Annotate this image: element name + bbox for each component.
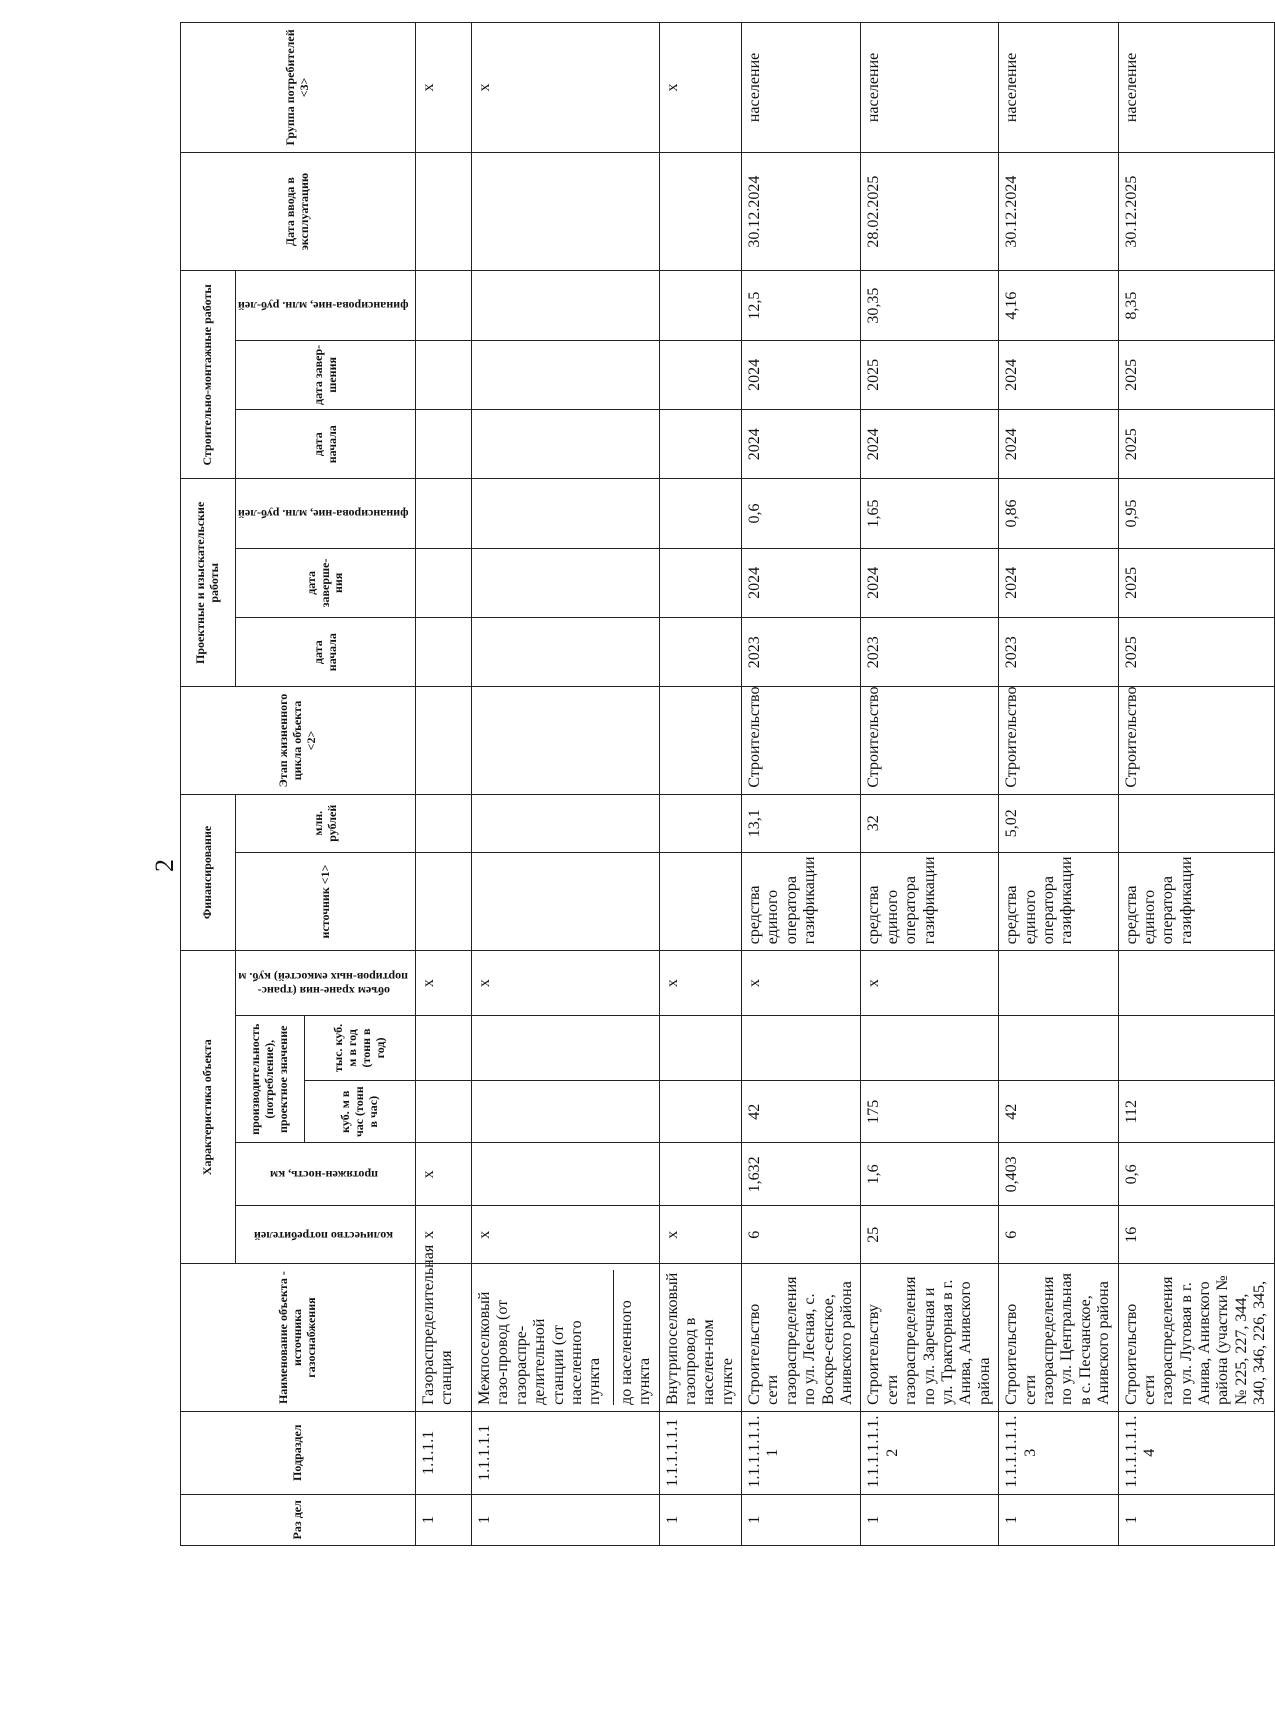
cubic-per-hour-cell [472, 1080, 660, 1143]
table-body [416, 23, 1275, 1546]
consumer-group-cell: население [1118, 23, 1274, 153]
razdel-cell: 1 [861, 1494, 999, 1545]
source-cell: средства единого оператора газификации [742, 852, 861, 950]
razdel-cell: 1 [416, 1494, 472, 1545]
construction-start-cell: 2024 [742, 410, 861, 479]
commission-date-cell: 30.12.2024 [999, 152, 1118, 271]
construction-end-cell: 2025 [861, 340, 999, 409]
length-cell: 0,6 [1118, 1143, 1274, 1206]
name-cell-secondary: до населенного пункта [613, 1270, 655, 1405]
source-cell: средства единого оператора газификации [1118, 852, 1274, 950]
thousand-per-year-cell [659, 1016, 742, 1081]
header-design-fin: финансирова-ние, млн. руб-лей [236, 479, 416, 548]
consumer-group-cell: x [659, 23, 742, 153]
storage-cell [1118, 951, 1274, 1016]
length-cell [659, 1143, 742, 1206]
header-construction-fin: финансирова-ние, млн. руб-лей [236, 271, 416, 340]
storage-cell: x [472, 951, 660, 1016]
source-cell: средства единого оператора газификации [999, 852, 1118, 950]
page-number: 2 [150, 859, 179, 872]
header-characteristics: Характеристика объекта [181, 951, 236, 1264]
design-end-cell [472, 548, 660, 617]
commission-date-cell [416, 152, 472, 271]
design-end-cell: 2024 [999, 548, 1118, 617]
construction-start-cell: 2024 [999, 410, 1118, 479]
header-design-end: дата заверше-ния [236, 548, 416, 617]
commission-date-cell [472, 152, 660, 271]
razdel-cell: 1 [659, 1494, 742, 1545]
design-fin-cell [659, 479, 742, 548]
mln-rub-cell [416, 794, 472, 852]
thousand-per-year-cell [472, 1016, 660, 1081]
header-construction-start: дата начала [236, 410, 416, 479]
thousand-per-year-cell [999, 1016, 1118, 1081]
design-fin-cell: 0,86 [999, 479, 1118, 548]
construction-start-cell [659, 410, 742, 479]
table-row [999, 23, 1118, 1546]
header-razdel: Раз дел [181, 1494, 416, 1545]
consumer-group-cell: население [861, 23, 999, 153]
cubic-per-hour-cell [416, 1080, 472, 1143]
lifecycle-cell [416, 687, 472, 794]
consumers-count-cell: 6 [999, 1206, 1118, 1264]
header-construction-end: дата завер-шения [236, 340, 416, 409]
thousand-per-year-cell [861, 1016, 999, 1081]
construction-end-cell [416, 340, 472, 409]
mln-rub-cell [1118, 794, 1274, 852]
construction-start-cell [472, 410, 660, 479]
header-cubic-per-hour: куб. м в час (тонн в час) [305, 1080, 416, 1143]
lifecycle-cell: Строительство [999, 687, 1118, 794]
consumer-group-cell: население [999, 23, 1118, 153]
lifecycle-cell [472, 687, 660, 794]
name-cell: Внутрипоселковый газопровод в населен-ном пункте [659, 1264, 742, 1412]
header-podrazdel: Подраздел [181, 1411, 416, 1494]
header-lifecycle: Этап жизненного цикла объекта <2> [181, 687, 416, 794]
design-end-cell [659, 548, 742, 617]
construction-end-cell [472, 340, 660, 409]
storage-cell: x [742, 951, 861, 1016]
cubic-per-hour-cell: 112 [1118, 1080, 1274, 1143]
header-consumers-count: количество потребителей [236, 1206, 416, 1264]
design-fin-cell: 1,65 [861, 479, 999, 548]
thousand-per-year-cell [416, 1016, 472, 1081]
cubic-per-hour-cell: 175 [861, 1080, 999, 1143]
commission-date-cell [659, 152, 742, 271]
razdel-cell: 1 [999, 1494, 1118, 1545]
consumers-count-cell: 16 [1118, 1206, 1274, 1264]
header-mln-rub: млн. рублей [236, 794, 416, 852]
header-name: Наименование объекта - источника газоснабжения [181, 1264, 416, 1412]
commission-date-cell: 30.12.2025 [1118, 152, 1274, 271]
construction-start-cell: 2025 [1118, 410, 1274, 479]
construction-fin-cell [472, 271, 660, 340]
length-cell: 1,6 [861, 1143, 999, 1206]
commission-date-cell: 30.12.2024 [742, 152, 861, 271]
construction-fin-cell: 12,5 [742, 271, 861, 340]
storage-cell: x [861, 951, 999, 1016]
header-commission-date: Дата ввода в эксплуатацию [181, 152, 416, 271]
design-start-cell: 2023 [742, 618, 861, 687]
mln-rub-cell [472, 794, 660, 852]
consumer-group-cell: x [472, 23, 660, 153]
table-row [416, 23, 472, 1546]
lifecycle-cell: Строительство [742, 687, 861, 794]
construction-fin-cell [659, 271, 742, 340]
table-row [1118, 23, 1274, 1546]
cubic-per-hour-cell: 42 [742, 1080, 861, 1143]
construction-fin-cell: 4,16 [999, 271, 1118, 340]
design-start-cell: 2025 [1118, 618, 1274, 687]
commission-date-cell: 28.02.2025 [861, 152, 999, 271]
table-row [659, 23, 742, 1546]
header-thousand-per-year: тыс. куб. м в год (тонн в год) [305, 1016, 416, 1081]
design-start-cell [416, 618, 472, 687]
consumer-group-cell: x [416, 23, 472, 153]
lifecycle-cell [659, 687, 742, 794]
length-cell [472, 1143, 660, 1206]
name-cell: Межпоселковый газо-провод (от газораспре-делительной станции (от населенного пункта до населенного пункта [472, 1264, 660, 1412]
mln-rub-cell [659, 794, 742, 852]
header-storage: объем хране-ния (транс-портиров-ных емкостей) куб. м [236, 951, 416, 1016]
source-cell: средства единого оператора газификации [861, 852, 999, 950]
mln-rub-cell: 32 [861, 794, 999, 852]
construction-end-cell: 2024 [742, 340, 861, 409]
design-fin-cell: 0,95 [1118, 479, 1274, 548]
thousand-per-year-cell [742, 1016, 861, 1081]
podrazdel-cell: 1.1.1.1.1 [472, 1411, 660, 1494]
cubic-per-hour-cell: 42 [999, 1080, 1118, 1143]
length-cell: x [416, 1143, 472, 1206]
consumer-group-cell: население [742, 23, 861, 153]
cubic-per-hour-cell [659, 1080, 742, 1143]
design-start-cell: 2023 [999, 618, 1118, 687]
construction-fin-cell: 30,35 [861, 271, 999, 340]
podrazdel-cell: 1.1.1.1.1.1. 2 [861, 1411, 999, 1494]
podrazdel-cell: 1.1.1.1 [416, 1411, 472, 1494]
table-row [742, 23, 861, 1546]
gas-supply-table [180, 22, 1275, 1546]
design-fin-cell: 0,6 [742, 479, 861, 548]
length-cell: 1,632 [742, 1143, 861, 1206]
header-design-start: дата начала [236, 618, 416, 687]
name-cell: Строительство сети газораспределения по ул. Центральная в с. Песчанское, Анивского района [999, 1264, 1118, 1412]
design-end-cell: 2025 [1118, 548, 1274, 617]
header-source: источник <1> [236, 852, 416, 950]
source-cell [472, 852, 660, 950]
design-start-cell [472, 618, 660, 687]
consumers-count-cell: 6 [742, 1206, 861, 1264]
header-design: Проектные и изыскательские работы [181, 479, 236, 687]
header-capacity: производительность (потребление), проектное значение [236, 1016, 305, 1143]
header-consumer-group: Группа потребителей <3> [181, 23, 416, 153]
consumers-count-cell: 25 [861, 1206, 999, 1264]
header-financing: Финансирование [181, 794, 236, 951]
podrazdel-cell: 1.1.1.1.1.1. 3 [999, 1411, 1118, 1494]
design-end-cell [416, 548, 472, 617]
podrazdel-cell: 1.1.1.1.1.1. 1 [742, 1411, 861, 1494]
thousand-per-year-cell [1118, 1016, 1274, 1081]
podrazdel-cell: 1.1.1.1.1.1. 4 [1118, 1411, 1274, 1494]
construction-end-cell: 2024 [999, 340, 1118, 409]
name-cell: Строительству сети газораспределения по ул. Заречная и ул. Тракторная в г. Анива, Анивского района [861, 1264, 999, 1412]
razdel-cell: 1 [742, 1494, 861, 1545]
storage-cell: x [416, 951, 472, 1016]
consumers-count-cell: x [416, 1206, 472, 1264]
construction-end-cell: 2025 [1118, 340, 1274, 409]
design-start-cell [659, 618, 742, 687]
construction-fin-cell: 8,35 [1118, 271, 1274, 340]
design-fin-cell [416, 479, 472, 548]
storage-cell [999, 951, 1118, 1016]
table-row [472, 23, 660, 1546]
name-cell: Газораспределительная станция [416, 1264, 472, 1412]
razdel-cell: 1 [472, 1494, 660, 1545]
design-fin-cell [472, 479, 660, 548]
header-length: протяжен-ность, км [236, 1143, 416, 1206]
design-end-cell: 2024 [861, 548, 999, 617]
construction-fin-cell [416, 271, 472, 340]
construction-start-cell: 2024 [861, 410, 999, 479]
length-cell: 0,403 [999, 1143, 1118, 1206]
razdel-cell: 1 [1118, 1494, 1274, 1545]
construction-start-cell [416, 410, 472, 479]
storage-cell: x [659, 951, 742, 1016]
source-cell [659, 852, 742, 950]
header-construction: Строительно-монтажные работы [181, 271, 236, 479]
podrazdel-cell: 1.1.1.1.1.1 [659, 1411, 742, 1494]
name-cell: Строительство сети газораспределения по ул. Лесная, с. Воскре-сенское, Анивского района [742, 1264, 861, 1412]
design-end-cell: 2024 [742, 548, 861, 617]
mln-rub-cell: 13,1 [742, 794, 861, 852]
table-row [861, 23, 999, 1546]
construction-end-cell [659, 340, 742, 409]
mln-rub-cell: 5,02 [999, 794, 1118, 852]
lifecycle-cell: Строительство [1118, 687, 1274, 794]
consumers-count-cell: x [659, 1206, 742, 1264]
design-start-cell: 2023 [861, 618, 999, 687]
lifecycle-cell: Строительство [861, 687, 999, 794]
consumers-count-cell: x [472, 1206, 660, 1264]
source-cell [416, 852, 472, 950]
name-cell: Строительство сети газораспределения по ул. Луговая в г. Анива, Анивского района (участки №№ 225, 227, 344, 340, 346, 226, 345, [1118, 1264, 1274, 1412]
